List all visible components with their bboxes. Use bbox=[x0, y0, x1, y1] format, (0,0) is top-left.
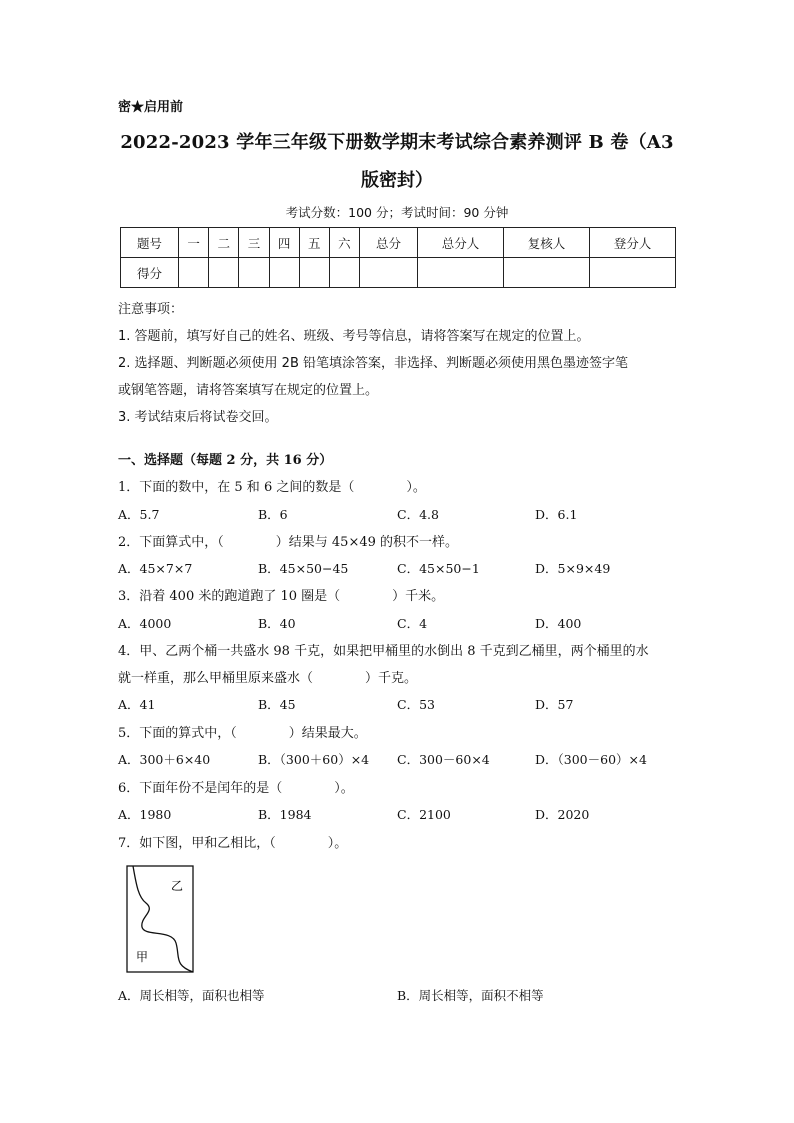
score-input-cell[interactable] bbox=[418, 258, 504, 288]
question-stem: 1．下面的数中，在 5 和 6 之间的数是（ ）。 bbox=[118, 480, 426, 495]
score-input-cell[interactable] bbox=[209, 258, 239, 288]
option-c[interactable]: C．2100 bbox=[397, 807, 451, 822]
note-item-3: 3. 考试结束后将试卷交回。 bbox=[118, 410, 278, 425]
score-input-cell[interactable] bbox=[299, 258, 329, 288]
exam-title-line1: 2022-2023 学年三年级下册数学期末考试综合素养测评 B 卷（A3 bbox=[120, 132, 674, 153]
exam-title-line2: 版密封） bbox=[361, 170, 433, 191]
option-b[interactable]: B．45×50−45 bbox=[258, 561, 349, 576]
question-stem: 4．甲、乙两个桶一共盛水 98 千克，如果把甲桶里的水倒出 8 千克到乙桶里，两个桶里的水 bbox=[118, 644, 649, 659]
score-cell: 复核人 bbox=[504, 228, 590, 258]
score-cell: 一 bbox=[179, 228, 209, 258]
option-d[interactable]: D．2020 bbox=[535, 807, 590, 822]
note-item-2a: 2. 选择题、判断题必须使用 2B 铅笔填涂答案，非选择、判断题必须使用黑色墨迹签字笔 bbox=[118, 356, 628, 371]
option-a[interactable]: A．45×7×7 bbox=[118, 561, 193, 576]
option-b[interactable]: B．6 bbox=[258, 507, 288, 522]
option-d[interactable]: D．5×9×49 bbox=[535, 561, 611, 576]
notes-title: 注意事项： bbox=[118, 302, 184, 317]
note-item-2b: 或钢笔答题，请将答案填写在规定的位置上。 bbox=[118, 383, 379, 398]
option-c[interactable]: C．53 bbox=[397, 697, 435, 712]
exam-info: 考试分数：100 分；考试时间：90 分钟 bbox=[285, 205, 509, 220]
option-a[interactable]: A．周长相等，面积也相等 bbox=[118, 988, 265, 1003]
score-cell: 三 bbox=[239, 228, 269, 258]
question-stem: 7．如下图，甲和乙相比，（ ）。 bbox=[118, 836, 348, 851]
score-table-header-row bbox=[121, 228, 676, 258]
option-c[interactable]: C．300－60×4 bbox=[397, 752, 490, 767]
score-cell: 题号 bbox=[121, 228, 179, 258]
confidential-mark: 密★启用前 bbox=[118, 100, 184, 115]
option-d[interactable]: D．（300－60）×4 bbox=[535, 752, 647, 767]
question-stem-continued: 就一样重，那么甲桶里原来盛水（ ）千克。 bbox=[118, 671, 418, 686]
question-stem: 6．下面年份不是闰年的是（ ）。 bbox=[118, 781, 354, 796]
score-table bbox=[120, 227, 676, 288]
option-a[interactable]: A．41 bbox=[118, 697, 156, 712]
question-stem: 5．下面的算式中，（ ）结果最大。 bbox=[118, 726, 367, 741]
option-b[interactable]: B．周长相等，面积不相等 bbox=[397, 988, 544, 1003]
score-cell: 总分人 bbox=[418, 228, 504, 258]
score-table-score-row bbox=[121, 258, 676, 288]
label-jia: 甲 bbox=[136, 950, 149, 964]
option-d[interactable]: D．57 bbox=[535, 697, 574, 712]
option-b[interactable]: B．1984 bbox=[258, 807, 312, 822]
question-stem: 3．沿着 400 米的跑道跑了 10 圈是（ ）千米。 bbox=[118, 589, 445, 604]
option-c[interactable]: C．4 bbox=[397, 616, 428, 631]
question-stem: 2．下面算式中，（ ）结果与 45×49 的积不一样。 bbox=[118, 535, 459, 550]
score-input-cell[interactable] bbox=[504, 258, 590, 288]
option-a[interactable]: A．4000 bbox=[118, 616, 172, 631]
option-a[interactable]: A．300＋6×40 bbox=[118, 752, 211, 767]
label-yi: 乙 bbox=[171, 879, 184, 893]
score-cell: 二 bbox=[209, 228, 239, 258]
score-cell: 总分 bbox=[360, 228, 418, 258]
section-title: 一、选择题（每题 2 分，共 16 分） bbox=[118, 453, 333, 468]
option-a[interactable]: A．1980 bbox=[118, 807, 172, 822]
score-cell: 五 bbox=[299, 228, 329, 258]
score-input-cell[interactable] bbox=[269, 258, 299, 288]
option-c[interactable]: C．45×50−1 bbox=[397, 561, 480, 576]
option-c[interactable]: C．4.8 bbox=[397, 507, 439, 522]
score-input-cell[interactable] bbox=[179, 258, 209, 288]
score-input-cell[interactable] bbox=[329, 258, 359, 288]
note-item-1: 1. 答题前，填写好自己的姓名、班级、考号等信息，请将答案写在规定的位置上。 bbox=[118, 329, 590, 344]
score-input-cell[interactable] bbox=[589, 258, 675, 288]
score-input-cell[interactable] bbox=[239, 258, 269, 288]
option-b[interactable]: B．40 bbox=[258, 616, 296, 631]
option-a[interactable]: A．5.7 bbox=[118, 507, 160, 522]
score-cell: 六 bbox=[329, 228, 359, 258]
score-input-cell[interactable] bbox=[360, 258, 418, 288]
score-cell: 四 bbox=[269, 228, 299, 258]
option-b[interactable]: B．45 bbox=[258, 697, 296, 712]
score-label-cell: 得分 bbox=[121, 258, 179, 288]
option-d[interactable]: D．400 bbox=[535, 616, 582, 631]
rectangle-figure bbox=[126, 865, 198, 975]
option-d[interactable]: D．6.1 bbox=[535, 507, 578, 522]
score-cell: 登分人 bbox=[589, 228, 675, 258]
option-b[interactable]: B．（300＋60）×4 bbox=[258, 752, 370, 767]
